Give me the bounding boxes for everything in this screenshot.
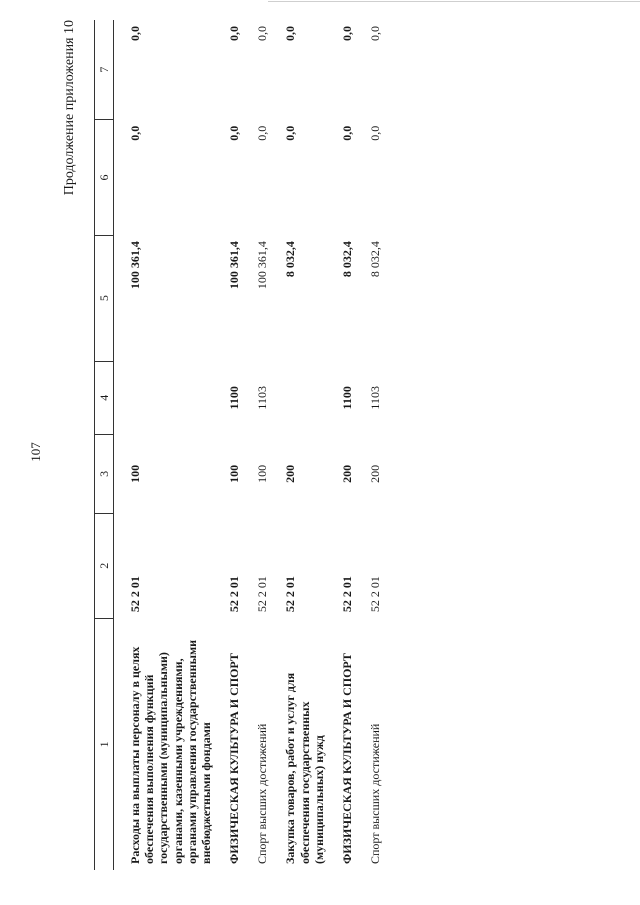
row-section: 1103: [255, 386, 270, 410]
row-name: ФИЗИЧЕСКАЯ КУЛЬТУРА И СПОРТ: [227, 653, 242, 864]
table-row: [365, 20, 385, 870]
row-section: 1100: [339, 386, 354, 410]
row-section: [280, 361, 328, 434]
top-rule: [268, 1, 640, 2]
col-header-3: 3: [95, 435, 114, 514]
appendix-caption: Продолжение приложения 10: [62, 20, 77, 196]
row-name: ФИЗИЧЕСКАЯ КУЛЬТУРА И СПОРТ: [339, 653, 354, 864]
col-header-6: 6: [95, 120, 114, 235]
row-code: 52 2 01: [128, 576, 143, 613]
row-code: 52 2 01: [339, 576, 354, 613]
row-code: 52 2 01: [368, 576, 383, 613]
row-value-5: 100 361,4: [255, 241, 270, 290]
col-header-5: 5: [95, 235, 114, 361]
row-value-5: 8 032,4: [283, 241, 298, 278]
table-row: [252, 20, 272, 870]
row-value-7: 0,0: [339, 26, 354, 41]
row-name: Спорт высших достижений: [255, 723, 270, 864]
row-value-7: 0,0: [283, 26, 298, 41]
row-value-7: 0,0: [368, 26, 383, 41]
row-vr: 200: [339, 464, 354, 483]
row-value-6: 0,0: [339, 125, 354, 141]
row-value-5: 100 361,4: [227, 241, 242, 290]
col-header-1: 1: [95, 618, 114, 870]
row-vr: 100: [227, 464, 242, 483]
row-value-7: 0,0: [227, 26, 242, 41]
row-code: 52 2 01: [283, 576, 298, 613]
header-row: [95, 20, 114, 870]
row-value-5: 8 032,4: [368, 241, 383, 278]
row-value-6: 0,0: [227, 125, 242, 141]
budget-table: [94, 20, 385, 870]
col-header-7: 7: [95, 20, 114, 120]
row-vr: 200: [368, 464, 383, 483]
rotated-page: [60, 10, 530, 880]
page-number: 107: [28, 442, 43, 462]
row-name: Расходы на выплаты персоналу в целях обеспечения выполнения функций государственными (муниципальными) органами, казенными учреждениями, органами управления государственными внебюджетными фондами: [128, 639, 213, 864]
row-name: Спорт высших достижений: [368, 723, 383, 864]
table-row: [337, 20, 357, 870]
rotated-content: [60, 10, 530, 870]
row-value-7: 0,0: [128, 26, 143, 41]
row-vr: 100: [255, 464, 270, 483]
col-header-4: 4: [95, 361, 114, 434]
row-value-6: 0,0: [255, 125, 270, 141]
row-value-6: 0,0: [368, 125, 383, 141]
row-vr: 200: [283, 464, 298, 483]
row-value-5: 100 361,4: [128, 241, 143, 290]
row-value-6: 0,0: [283, 125, 298, 141]
row-value-6: 0,0: [128, 125, 143, 141]
table-row: [280, 20, 328, 870]
row-vr: 100: [128, 464, 143, 483]
table-row: [114, 20, 216, 870]
row-value-5: 8 032,4: [339, 241, 354, 278]
row-section: [114, 361, 216, 434]
row-code: 52 2 01: [255, 576, 270, 613]
row-name: Закупка товаров, работ и услуг для обеспечения государственных (муниципальных) нужд: [283, 672, 326, 864]
row-section: 1100: [227, 386, 242, 410]
row-code: 52 2 01: [227, 576, 242, 613]
table-row: [224, 20, 244, 870]
col-header-2: 2: [95, 513, 114, 618]
row-value-7: 0,0: [255, 26, 270, 41]
row-section: 1103: [368, 386, 383, 410]
